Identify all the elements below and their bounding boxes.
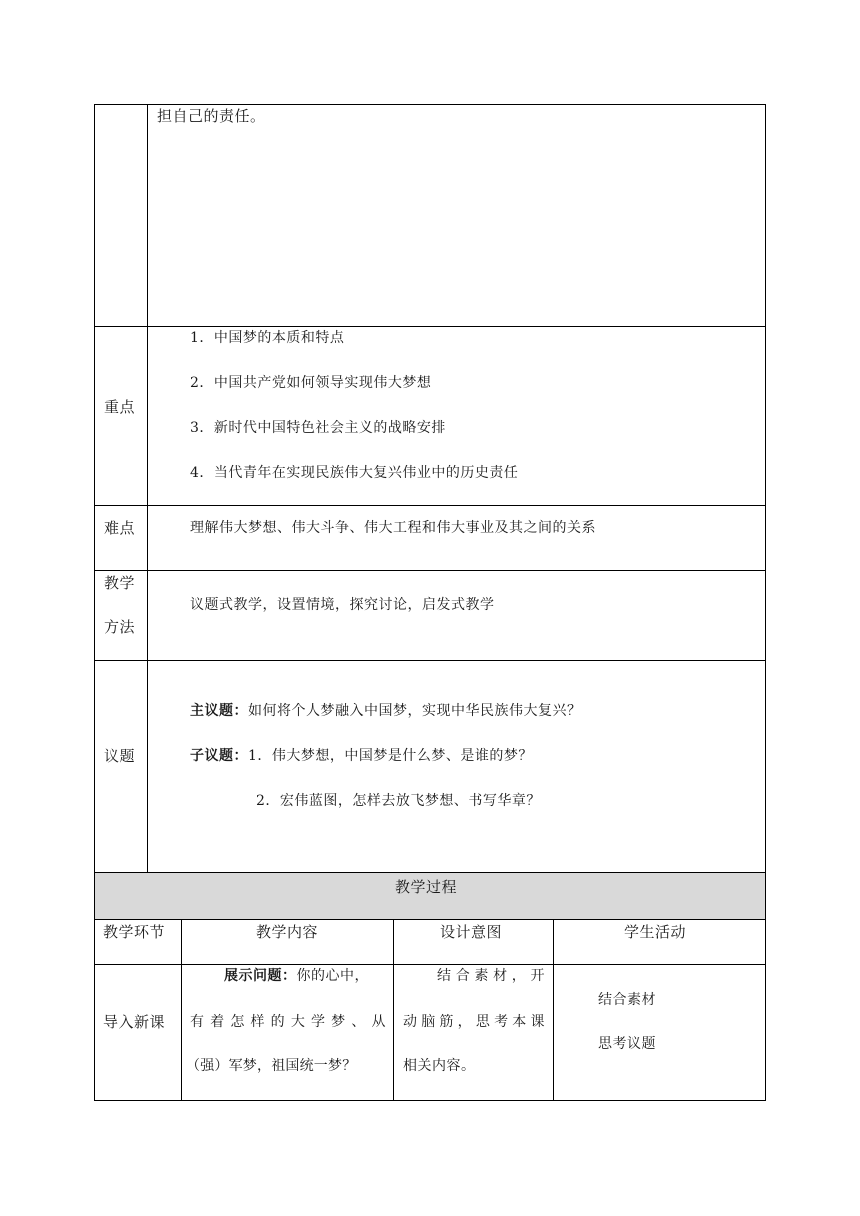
difficult-points-text: 理解伟大梦想、伟大斗争、伟大工程和伟大事业及其之间的关系 — [190, 520, 596, 536]
sub-topic — [190, 746, 533, 766]
sub-topic-item: 1．伟大梦想，中国梦是什么梦、是谁的梦？ — [248, 748, 533, 764]
key-point-item: 1．中国梦的本质和特点 — [190, 330, 345, 346]
process-row-content-line1 — [224, 966, 369, 986]
process-title: 教学过程 — [395, 878, 458, 896]
table-border — [94, 570, 766, 571]
table-border-bottom — [94, 1100, 766, 1101]
table-border — [94, 964, 766, 965]
process-row-activity-line1: 结合素材 — [598, 992, 656, 1008]
process-row-content-line3: （强）军梦，祖国统一梦？ — [186, 1058, 357, 1074]
label-column-divider — [147, 104, 148, 872]
table-border-right — [765, 104, 766, 1101]
methods-label-line1: 教学 — [104, 574, 136, 592]
main-topic — [190, 701, 582, 721]
content-question-label: 展示问题： — [224, 968, 297, 984]
process-header-intent: 设计意图 — [440, 923, 503, 941]
process-header-stage: 教学环节 — [103, 923, 166, 941]
process-header-content: 教学内容 — [256, 923, 319, 941]
table-border — [94, 326, 766, 327]
key-point-item: 4．当代青年在实现民族伟大复兴伟业中的历史责任 — [190, 465, 519, 481]
table-border-left — [94, 104, 95, 1101]
process-row-intent-line1: 结合素材，开 — [437, 968, 545, 984]
table-border-top — [94, 104, 766, 105]
key-point-item: 3．新时代中国特色社会主义的战略安排 — [190, 420, 446, 436]
table-border — [94, 660, 766, 661]
key-points-label: 重点 — [104, 398, 136, 416]
main-topic-label: 主议题： — [190, 703, 248, 719]
process-row-activity-line2: 思考议题 — [598, 1036, 656, 1052]
top-cell-text: 担自己的责任。 — [157, 107, 266, 125]
process-row-intent-line2: 动脑筋，思考本课 — [403, 1014, 545, 1030]
sub-topic-label: 子议题： — [190, 748, 248, 764]
process-column-divider — [181, 919, 182, 1101]
process-header-activity: 学生活动 — [624, 923, 687, 941]
table-border — [94, 919, 766, 920]
methods-label-line2: 方法 — [104, 618, 136, 636]
process-row-content-line2: 有着怎样的大学梦、从 — [190, 1014, 386, 1030]
table-border — [94, 505, 766, 506]
process-column-divider — [553, 919, 554, 1101]
difficult-points-label: 难点 — [104, 519, 136, 537]
key-point-item: 2．中国共产党如何领导实现伟大梦想 — [190, 375, 432, 391]
topics-label: 议题 — [104, 747, 136, 765]
content-line-text: 你的心中， — [296, 968, 369, 984]
process-column-divider — [393, 919, 394, 1101]
sub-topic-item: 2．宏伟蓝图，怎样去放飞梦想、书写华章？ — [256, 793, 541, 809]
methods-text: 议题式教学，设置情境，探究讨论，启发式教学 — [190, 597, 495, 613]
table-border — [94, 872, 766, 873]
main-topic-text: 如何将个人梦融入中国梦，实现中华民族伟大复兴？ — [248, 703, 582, 719]
process-row-intent-line3: 相关内容。 — [403, 1058, 476, 1074]
process-row-stage: 导入新课 — [103, 1013, 166, 1031]
